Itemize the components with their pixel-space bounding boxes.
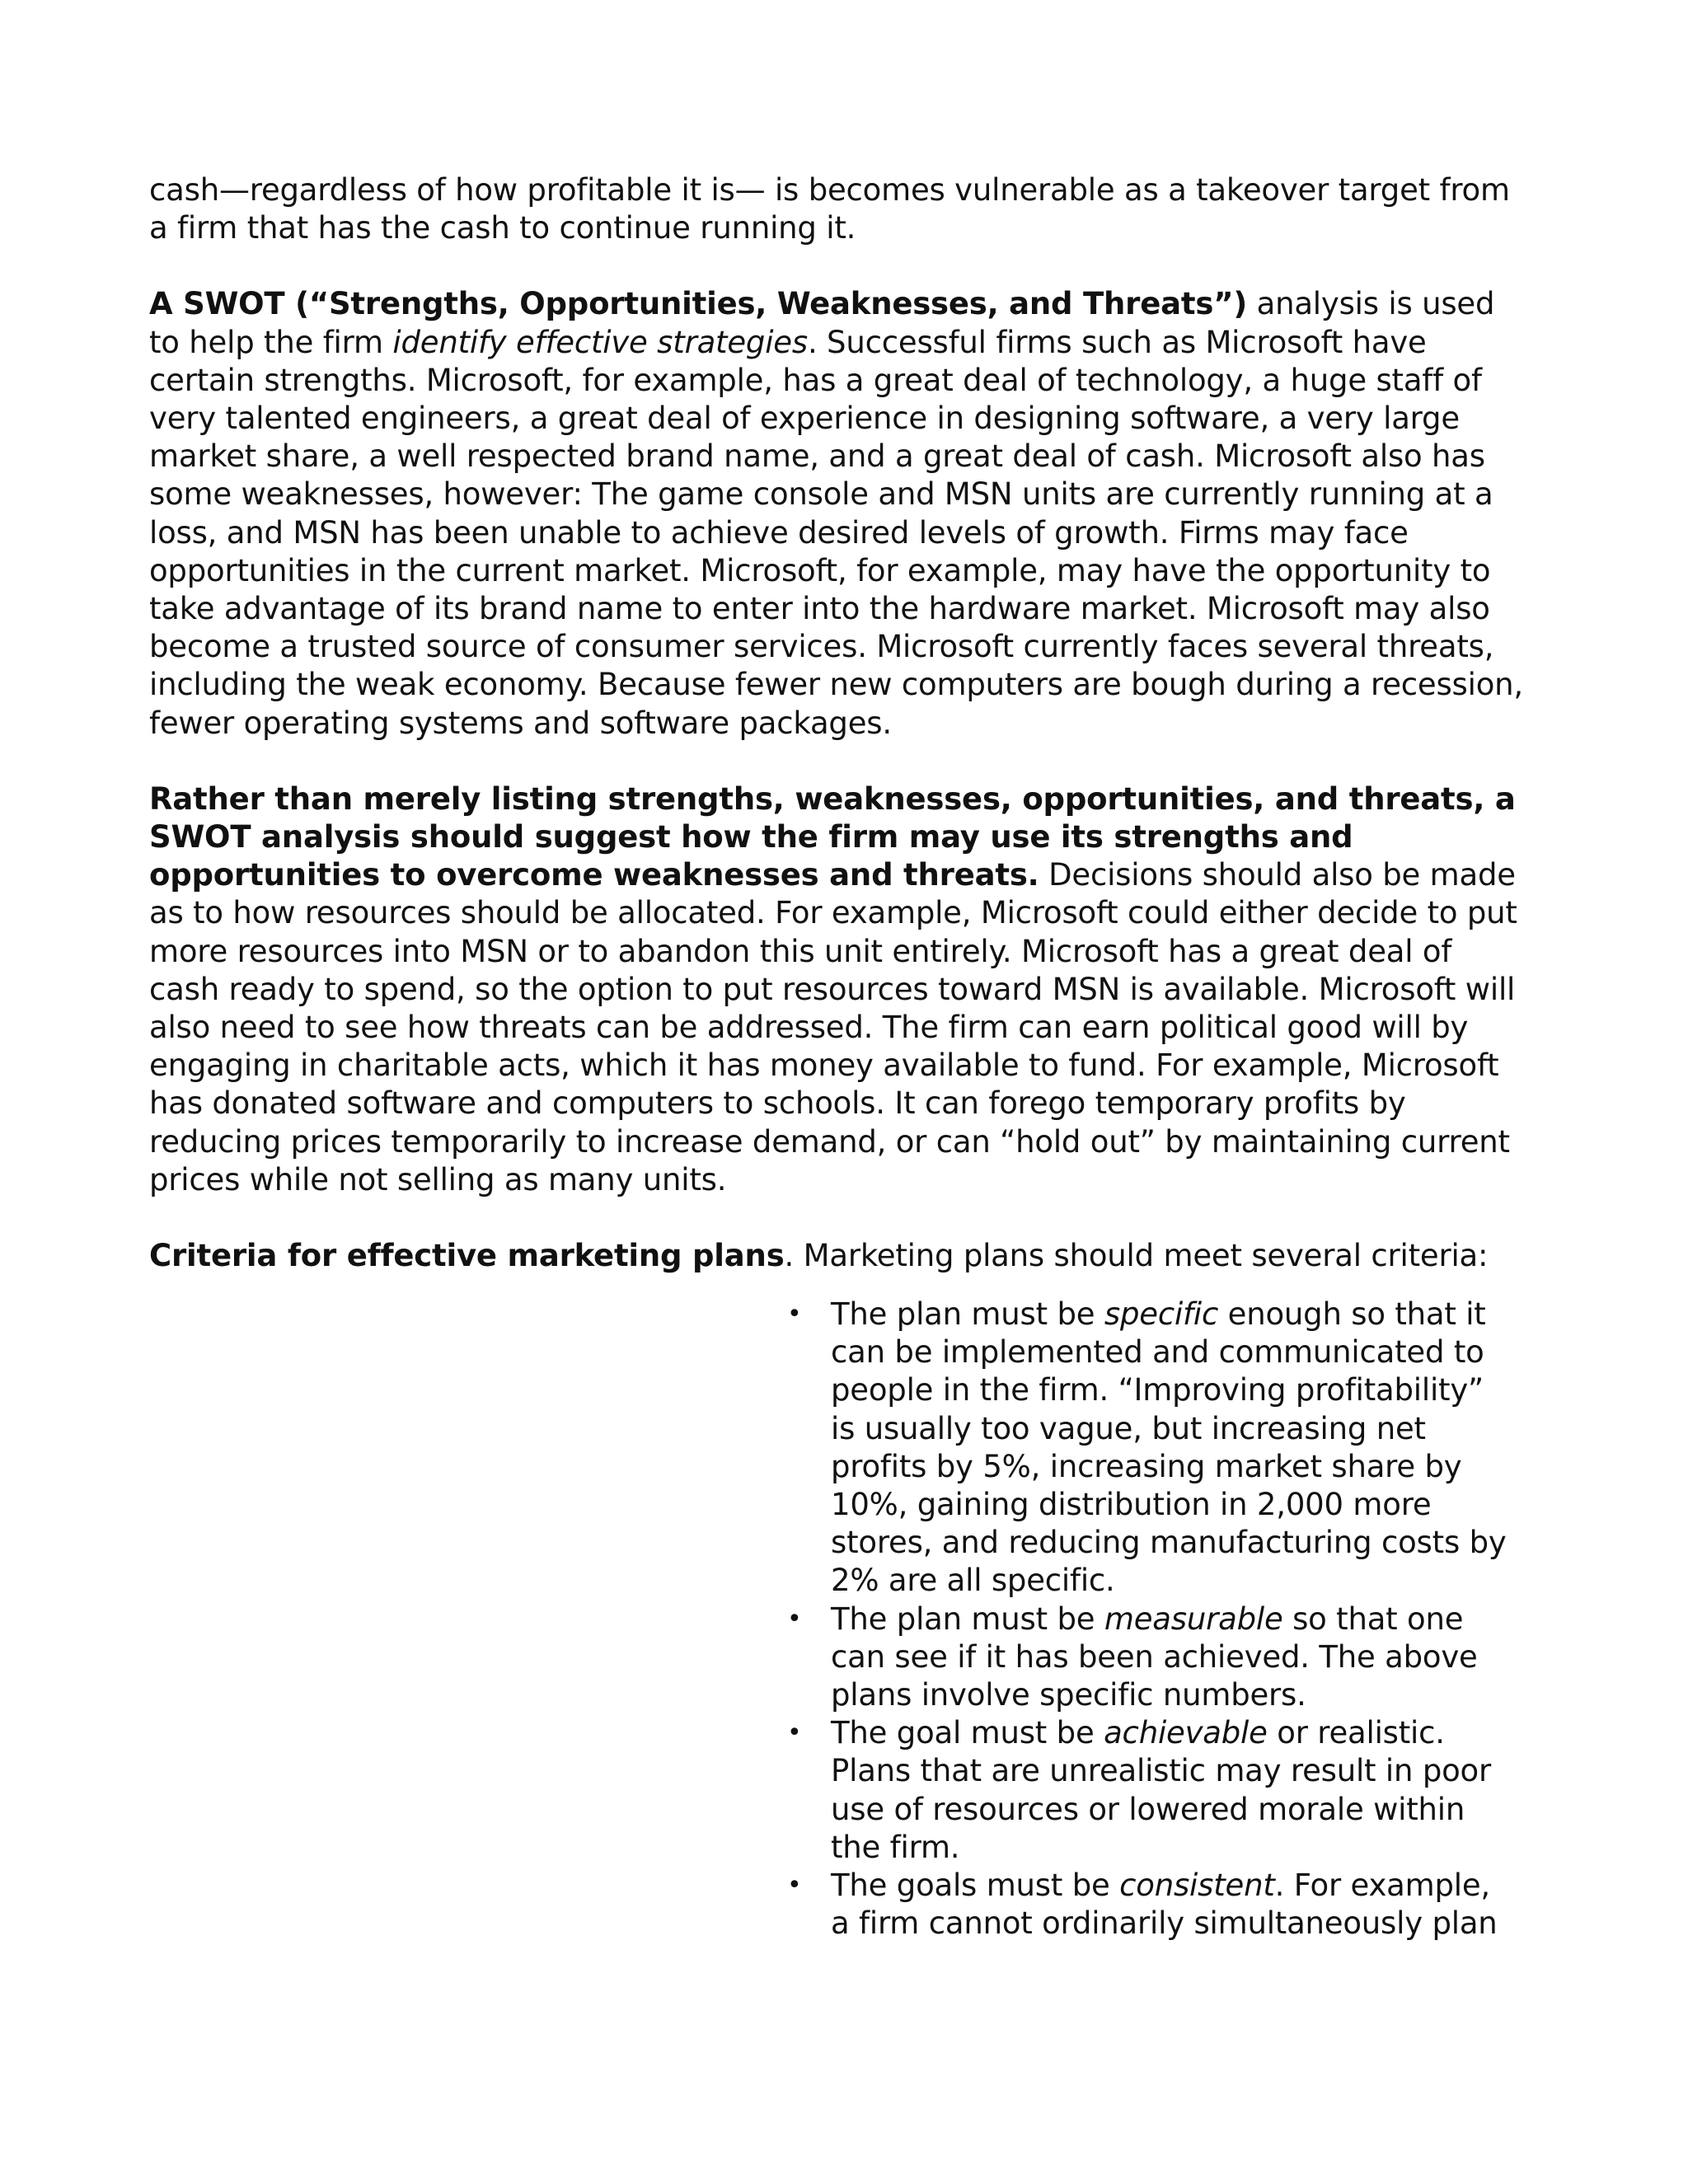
list-item-text: The plan must be	[831, 1601, 1104, 1637]
paragraph-swot-usage	[149, 780, 1526, 1199]
list-item-text: or realistic. Plans that are unrealistic may result in poor use of resources or lowered morale within the firm.	[831, 1715, 1491, 1865]
paragraph-swot-intro	[149, 285, 1526, 742]
paragraph-text: Decisions should also be made as to how resources should be allocated. For example, Microsoft could either decide to put more resources into MSN or to abandon this unit entirely. Microsoft has a great deal of cash ready to spend, so the option to put resources toward MSN is available. Microsoft will also need to see how threats can be addressed. The firm can earn political good will by engaging in charitable acts, which it has money available to fund. For example, Microsoft has donated software and computers to schools. It can forego temporary profits by reducing prices temporarily to increase demand, or can “hold out” by maintaining current prices while not selling as many units.	[149, 857, 1517, 1197]
emphasis-text: identify effective strategies	[392, 324, 808, 360]
emphasis-text: achievable	[1104, 1715, 1268, 1751]
list-item-text: The goal must be	[831, 1715, 1104, 1751]
paragraph-criteria-intro	[149, 1237, 1526, 1275]
list-item-text: so that one can see if it has been achieved. The above plans involve specific numbers.	[831, 1601, 1478, 1713]
bullet-icon: •	[787, 1871, 802, 1900]
list-item	[787, 1296, 1512, 1601]
paragraph-text: . Successful firms such as Microsoft have certain strengths. Microsoft, for example, has a great deal of technology, a huge staff of very talented engineers, a great deal of experience in designing software, a very large market share, a well respected brand name, and a great deal of cash. Microsoft also has some weaknesses, however: The game console and MSN units are currently running at a loss, and MSN has been unable to achieve desired levels of growth. Firms may face opportunities in the current market. Microsoft, for example, may have the opportunity to take advantage of its brand name to enter into the hardware market. Microsoft may also become a trusted source of consumer services. Microsoft currently faces several threats, including the weak economy. Because fewer new computers are bough during a recession, fewer operating systems and software packages.	[149, 324, 1523, 741]
criteria-heading: Criteria for effective marketing plans	[149, 1238, 785, 1274]
list-item	[787, 1714, 1512, 1867]
list-item-text: The goals must be	[831, 1868, 1120, 1904]
swot-usage-heading: Rather than merely listing strengths, weaknesses, opportunities, and threats, a SWOT analysis should suggest how the firm may use its strengths and opportunities to overcome weaknesses and threats.	[149, 780, 1516, 893]
list-item	[787, 1867, 1512, 1943]
swot-heading: A SWOT (“Strengths, Opportunities, Weaknesses, and Threats”)	[149, 286, 1248, 322]
emphasis-text: measurable	[1104, 1601, 1283, 1637]
list-item-text: The plan must be	[831, 1296, 1104, 1332]
paragraph-text: cash—regardless of how profitable it is— is becomes vulnerable as a takeover target from a firm that has the cash to continue running it.	[149, 172, 1510, 246]
paragraph-text: . Marketing plans should meet several criteria:	[784, 1238, 1489, 1274]
bullet-icon: •	[787, 1604, 802, 1633]
list-item-text: enough so that it can be implemented and communicated to people in the firm. “Improving profitability” is usually too vague, but increasing net profits by 5%, increasing market share by 10%, gaining distribution in 2,000 more stores, and reducing manufacturing costs by 2% are all specific.	[831, 1296, 1507, 1599]
list-item	[787, 1601, 1512, 1715]
paragraph-cash-vulnerability	[149, 171, 1526, 247]
list-item-text: . For example, a firm cannot ordinarily simultaneously plan	[831, 1868, 1498, 1942]
bullet-icon: •	[787, 1718, 802, 1748]
emphasis-text: consistent	[1119, 1868, 1275, 1904]
document-page	[149, 171, 1526, 1942]
paragraph-text: analysis is used to help the firm	[149, 286, 1495, 360]
criteria-list	[787, 1296, 1512, 1943]
bullet-icon: •	[787, 1300, 802, 1329]
emphasis-text: specific	[1104, 1296, 1219, 1332]
